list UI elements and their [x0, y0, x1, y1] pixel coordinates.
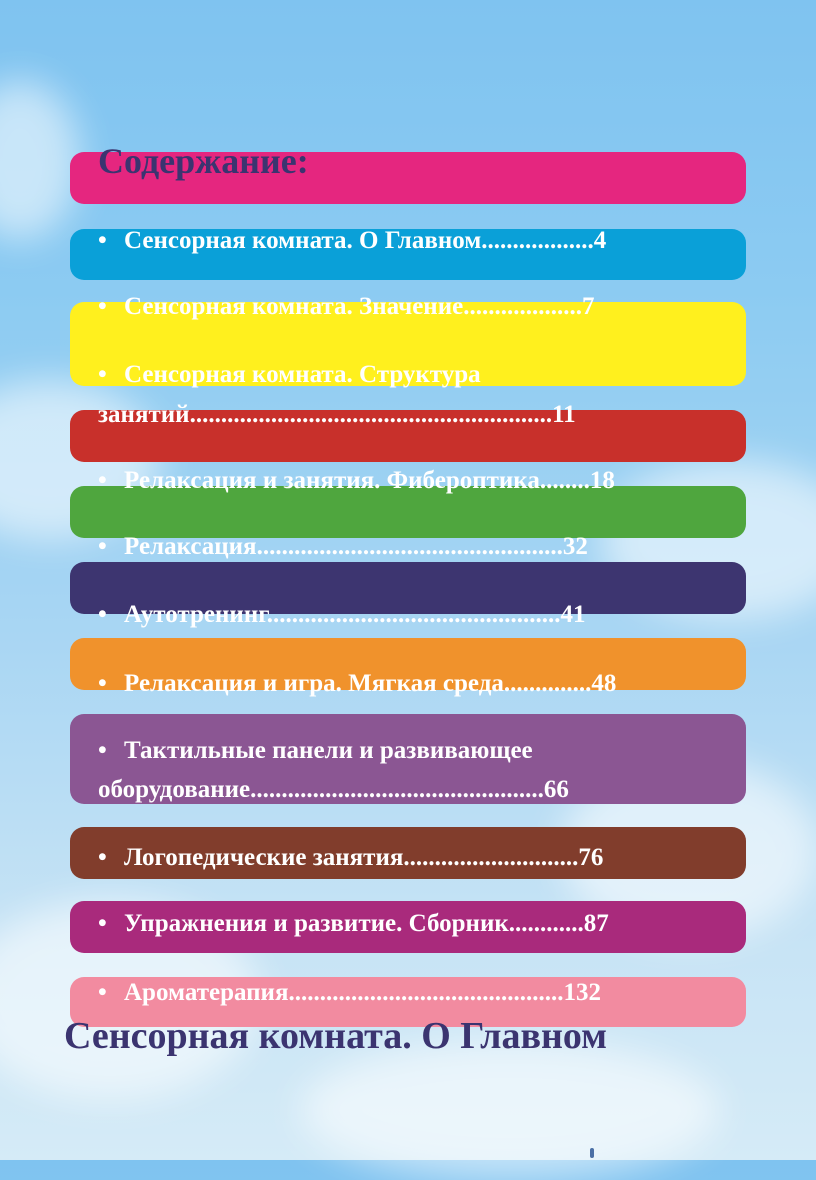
bullet-icon: • — [98, 910, 107, 937]
toc-item-11[interactable] — [98, 975, 758, 1011]
toc-item-6[interactable] — [98, 597, 758, 633]
toc-item-text: оборудование...............................................66 — [98, 776, 569, 803]
toc-item-8[interactable] — [98, 733, 758, 769]
toc-item-2[interactable] — [98, 289, 758, 325]
toc-item-10[interactable] — [98, 906, 758, 942]
page-marker — [590, 1148, 594, 1158]
toc-item-8-cont[interactable] — [98, 772, 758, 808]
cloud-decoration — [0, 80, 80, 240]
toc-item-4[interactable] — [98, 463, 758, 499]
bullet-icon: • — [98, 467, 107, 494]
section-title: Сенсорная комната. О Главном — [64, 1015, 608, 1057]
toc-item-3-cont[interactable] — [98, 397, 758, 433]
bullet-icon: • — [98, 670, 107, 697]
bullet-icon: • — [98, 533, 107, 560]
toc-item-text: Релаксация.................................................32 — [124, 533, 588, 560]
bullet-icon: • — [98, 227, 107, 254]
cloud-decoration — [300, 1040, 720, 1180]
toc-item-1[interactable] — [98, 223, 758, 259]
bullet-icon: • — [98, 844, 107, 871]
toc-item-text: Сенсорная комната. Значение...................7 — [124, 293, 595, 320]
bullet-icon: • — [98, 361, 107, 388]
toc-item-text: Релаксация и игра. Мягкая среда..............48 — [124, 670, 617, 697]
bullet-icon: • — [98, 601, 107, 628]
toc-item-text: Сенсорная комната. О Главном..................4 — [124, 227, 607, 254]
toc-item-text: Тактильные панели и развивающее — [124, 737, 533, 764]
bullet-icon: • — [98, 293, 107, 320]
toc-item-5[interactable] — [98, 529, 758, 565]
toc-item-3[interactable] — [98, 357, 758, 393]
toc-item-text: Ароматерапия............................................132 — [124, 979, 601, 1006]
toc-item-text: занятий..........................................................11 — [98, 401, 576, 428]
bullet-icon: • — [98, 979, 107, 1006]
bullet-icon: • — [98, 737, 107, 764]
toc-item-text: Сенсорная комната. Структура — [124, 361, 481, 388]
toc-item-text: Аутотренинг...............................................41 — [124, 601, 586, 628]
toc-item-7[interactable] — [98, 666, 758, 702]
toc-item-text: Релаксация и занятия. Фибероптика........18 — [124, 467, 615, 494]
toc-item-9[interactable] — [98, 840, 758, 876]
toc-heading: Содержание: — [98, 141, 309, 181]
toc-item-text: Логопедические занятия............................76 — [124, 844, 604, 871]
toc-item-text: Упражнения и развитие. Сборник............87 — [124, 910, 609, 937]
